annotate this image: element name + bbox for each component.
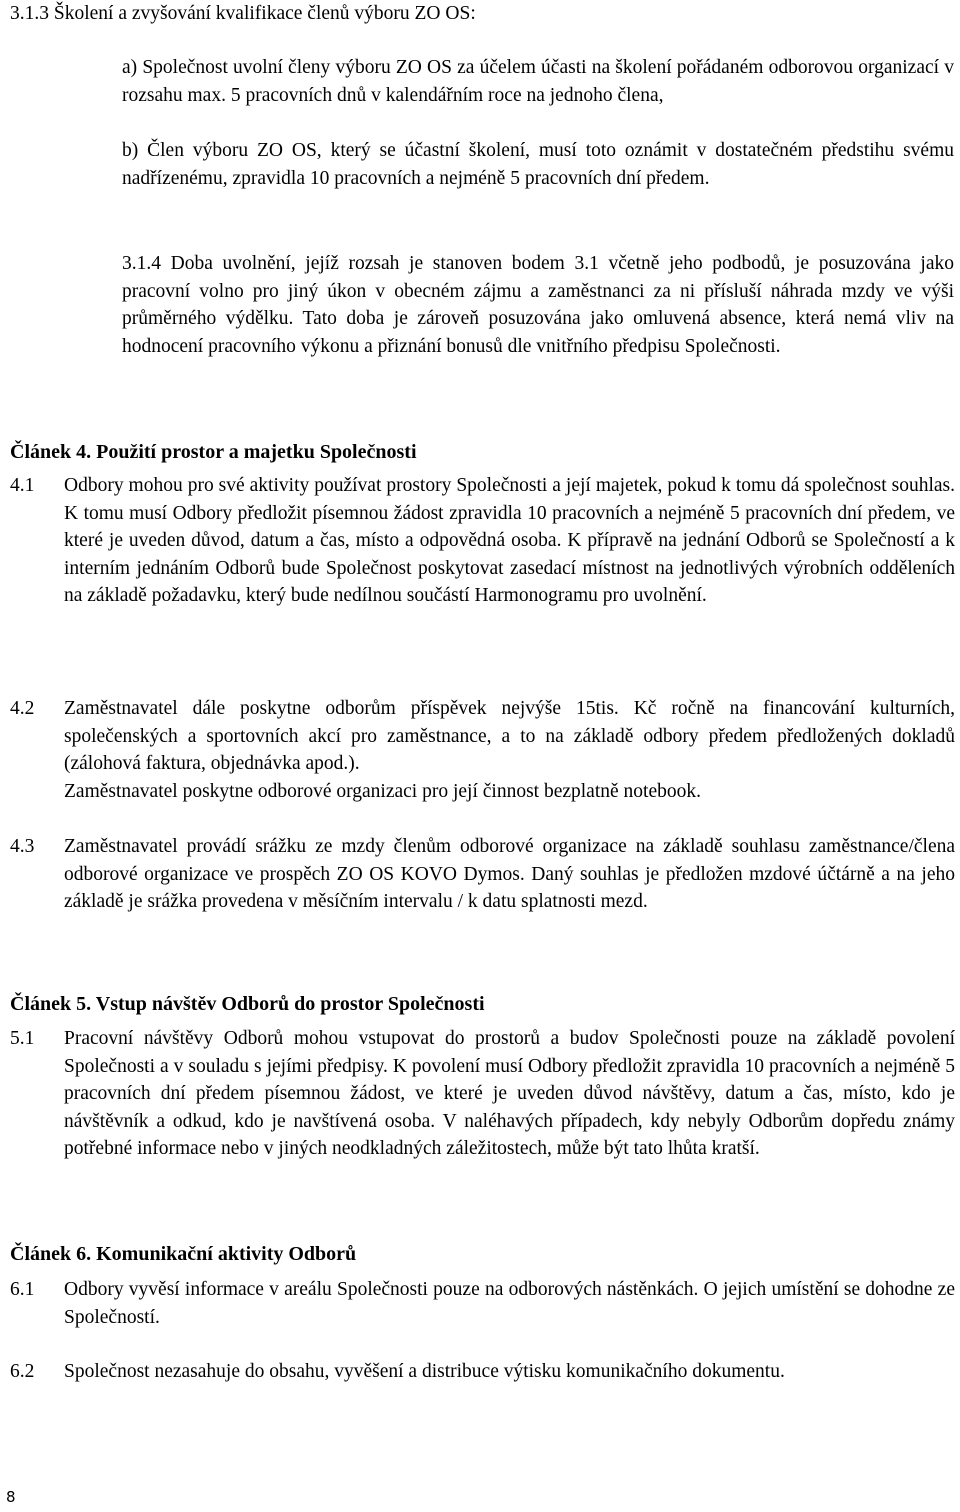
paragraph-text: Zaměstnavatel dále poskytne odborům příspěvek nejvýše 15tis. Kč ročně na financování kulturních, společenských a sportovních akcí pro zaměstnance, a to na základě odbory předem předložených dokladů (zálohová faktura, objednávka apod.). (64, 698, 955, 775)
paragraph-text: Odbory vyvěsí informace v areálu Společnosti pouze na odborových nástěnkách. O jejich umístění se dohodne ze Společností. (64, 1279, 955, 1328)
section-3-1-4-paragraph: 3.1.4 Doba uvolnění, jejíž rozsah je stanoven bodem 3.1 včetně jeho podbodů, je posuzována jako pracovní volno pro jiný úkon v obecném zájmu a zaměstnanci za ni přísluší náhrada mzdy ve výši průměrného výdělku. Tato doba je zároveň posuzována jako omluvená absence, která nemá vliv na hodnocení pracovního výkonu a přiznání bonusů dle vnitřního předpisu Společnosti. (122, 253, 954, 357)
paragraph-number: 6.1 (10, 1279, 35, 1300)
paragraph-text: Pracovní návštěvy Odborů mohou vstupovat do prostorů a budov Společnosti pouze na základě povolení Společnosti a v souladu s jejími předpisy. K povolení musí Odbory předložit zpravidla 10 pracovních a nejméně 5 pracovních dní předem písemnou žádost, ve které je uveden důvod návštěvy, datum a čas, místo, kdo je návštěvník a odkud, kdo je navštívená osoba. V naléhavých případech, kdy nebyly Odborům dopředu známy potřebné informace nebo v jiných neodkladných záležitostech, může být tato lhůta kratší. (64, 1028, 955, 1160)
paragraph-6-2 (10, 1358, 955, 1386)
section-3-1-3-item-b: b) Člen výboru ZO OS, který se účastní školení, musí toto oznámit v dostatečném předstihu svému nadřízenému, zpravidla 10 pracovních a nejméně 5 pracovních dní předem. (122, 140, 954, 189)
section-3-1-3-item-a: a) Společnost uvolní členy výboru ZO OS za účelem účasti na školení pořádaném odborovou organizací v rozsahu max. 5 pracovních dnů v kalendářním roce na jednoho člena, (122, 57, 954, 106)
article-4-title: Článek 4. Použití prostor a majetku Společnosti (10, 441, 417, 463)
page-number: 8 (6, 1488, 16, 1506)
paragraph-text: Zaměstnavatel provádí srážku ze mzdy členům odborové organizace na základě souhlasu zaměstnance/člena odborové organizace ve prospěch ZO OS KOVO Dymos. Daný souhlas je předložen mzdové účtárně a na jeho základě je srážka provedena v měsíčním intervalu / k datu splatnosti mezd. (64, 836, 955, 913)
paragraph-number: 4.3 (10, 836, 35, 857)
paragraph-text-notebook: Zaměstnavatel poskytne odborové organizaci pro její činnost bezplatně notebook. (64, 780, 701, 802)
paragraph-number: 6.2 (10, 1361, 35, 1382)
article-6-title: Článek 6. Komunikační aktivity Odborů (10, 1243, 357, 1265)
section-3-1-3-heading: 3.1.3 Školení a zvyšování kvalifikace členů výboru ZO OS: (10, 3, 476, 24)
paragraph-text: Odbory mohou pro své aktivity používat prostory Společnosti a její majetek, pokud k tomu dá společnost souhlas. K tomu musí Odbory předložit písemnou žádost zpravidla 10 pracovních a nejméně 5 pracovních dní předem, ve které je uveden důvod, datum a čas, místo a odpovědná osoba. K přípravě na jednání Odborů se Společností a k interním jednáním Odborů bude Společnost poskytovat zasedací místnost na jednotlivých výrobních odděleních na základě požadavku, který bude nedílnou součástí Harmonogramu pro uvolnění. (64, 475, 955, 607)
paragraph-number: 4.2 (10, 698, 35, 719)
paragraph-number: 5.1 (10, 1028, 35, 1049)
paragraph-4-1 (10, 472, 955, 610)
paragraph-4-2 (10, 695, 955, 805)
paragraph-number: 4.1 (10, 475, 35, 496)
paragraph-text: Společnost nezasahuje do obsahu, vyvěšení a distribuce výtisku komunikačního dokumentu. (64, 1361, 785, 1382)
article-5-title: Článek 5. Vstup návštěv Odborů do prostor Společnosti (10, 993, 485, 1015)
paragraph-6-1 (10, 1276, 955, 1331)
paragraph-5-1 (10, 1025, 955, 1163)
paragraph-4-3 (10, 833, 955, 916)
